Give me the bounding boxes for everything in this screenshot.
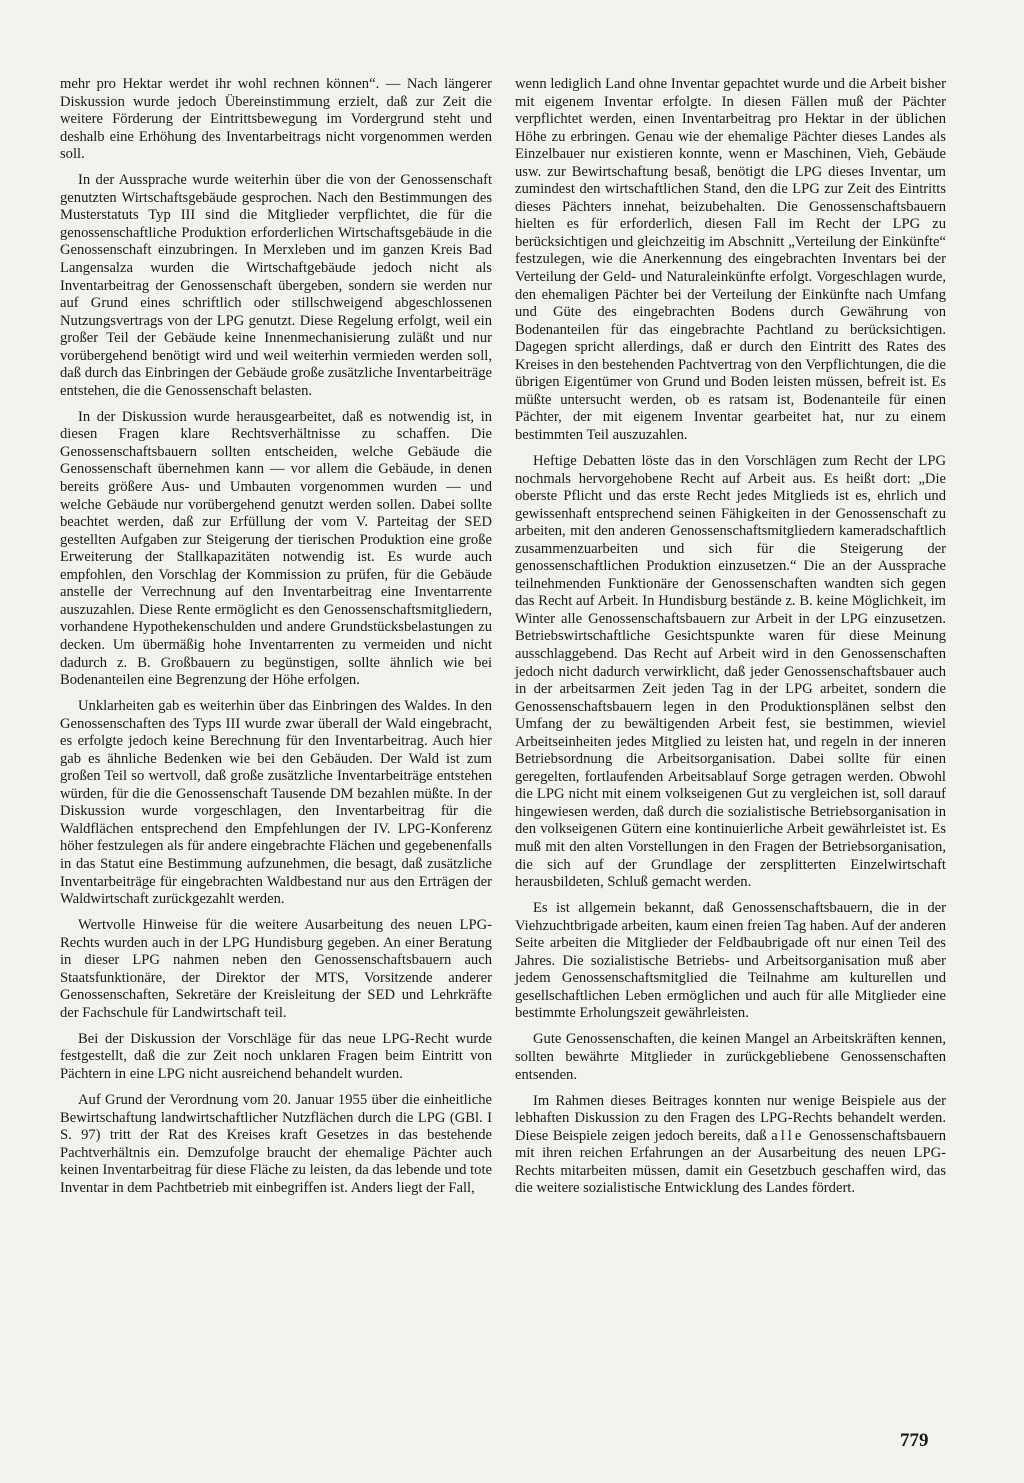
paragraph: Bei der Diskussion der Vorschläge für das neue LPG-Recht wurde festgestellt, daß die zur Zeit noch unklaren Fragen beim Eintritt von Pächtern in eine LPG nicht ausreichend behandelt wurden. (60, 1030, 492, 1083)
text-column-left (60, 76, 492, 1206)
paragraph: mehr pro Hektar werdet ihr wohl rechnen können“. — Nach längerer Diskussion wurde jedoch Übereinstimmung erzielt, daß zur Zeit die weitere Förderung der Eintrittsbewegung im Vordergrund steht und deshalb eine Erhöhung des Inventarbeitrags nicht vorgenommen werden soll. (60, 76, 492, 163)
text-column-right (515, 76, 946, 1206)
paragraph-final (515, 1093, 946, 1198)
paragraph: Gute Genossenschaften, die keinen Mangel an Arbeitskräften kennen, sollten bewährte Mitglieder in zurückgebliebene Genossenschaften entsenden. (515, 1031, 946, 1083)
paragraph: In der Diskussion wurde herausgearbeitet, daß es notwendig ist, in diesen Fragen klare Rechtsverhältnisse zu schaffen. Die Genossenschaftsbauern sollten entscheiden, welche Gebäude die Genossenschaft übernehmen kann — vor allem die Gebäude, in denen bereits größere Aus- und Umbauten vorgenommen wurden — und welche Gebäude nur vorübergehend genutzt werden sollen. Dabei sollte beachtet werden, daß zur Erfüllung der vom V. Parteitag der SED gestellten Aufgaben zur Steigerung der tierischen Produktion eine große Erweiterung der Stallkapazitäten notwendig ist. Es wurde auch empfohlen, den Vorschlag der Kommission zu prüfen, für die Gebäude anstelle der Verrechnung auf den Inventarbeitrag eine Inventarrente auszuzahlen. Diese Rente ermöglicht es den Genossenschaftsmitgliedern, vorhandene Hypothekenschulden und andere Grundstücksbelastungen zu decken. Um übermäßig hohe Inventarrenten zu vermeiden und nicht dadurch z. B. Großbauern zu begünstigen, sollte ähnlich wie bei Bodenanteilen eine Begrenzung der Höhe erfolgen. (60, 408, 492, 689)
emphasis-spaced: alle (771, 1127, 805, 1144)
paragraph: Auf Grund der Verordnung vom 20. Januar 1955 über die einheitliche Bewirtschaftung landwirtschaftlicher Nutzflächen durch die LPG (GBl. I S. 97) tritt der Rat des Kreises kraft Gesetzes in das bestehende Pachtverhältnis ein. Demzufolge braucht der ehemalige Pächter auch keinen Inventarbeitrag für diese Fläche zu leisten, da das lebende und tote Inventar in dem Pachtbetrieb mit einbegriffen ist. Anders liegt der Fall, (60, 1092, 492, 1196)
text-run: Genossenschaftsbauern mit ihren reichen Erfahrungen an der Ausarbeitung des neuen LPG-Rechts mitarbeiten müssen, damit ein Gesetzbuch geschaffen wird, das die weitere sozialistische Entwicklung des Landes fördert. (515, 1127, 947, 1197)
paragraph: Heftige Debatten löste das in den Vorschlägen zum Recht der LPG nochmals hervorgehobene Recht auf Arbeit aus. Es heißt dort: „Die oberste Pflicht und das erste Recht jedes Mitglieds ist es, ehrlich und gewissenhaft entsprechend seinen Fähigkeiten in der Genossenschaft zu arbeiten, mit den anderen Genossenschaftsmitgliedern kameradschaftlich zusammenzuarbeiten und sich für die Steigerung der genossenschaftlichen Produktion einzusetzen.“ Die an der Aussprache teilnehmenden Funktionäre der Genossenschaften wandten sich gegen das Recht auf Arbeit. In Hundisburg bestände z. B. keine Möglichkeit, im Winter alle Genossenschaftsbauern zur Arbeit in der LPG einzusetzen. Betriebswirtschaftliche Gesichtspunkte waren für diese Meinung ausschlaggebend. Das Recht auf Arbeit wird in den Genossenschaften jedoch nicht dadurch verwirklicht, daß jeder Genossenschaftsbauer auch in der arbeitsarmen Zeit jeden Tag in der LPG arbeitet, sondern die Genossenschaftsbauern legen in den Produktionsplänen selbst den Umfang der zu bewältigenden Arbeit fest, sie bestimmen, wieviel Arbeitseinheiten jedes Mitglied zu leisten hat, und regeln in der inneren Betriebsordnung die Arbeitsorganisation. Dabei sollte für einen geregelten, fortlaufenden Arbeitsablauf Sorge getragen werden. Obwohl die LPG nicht mit einem volkseigenen Gut zu vergleichen ist, soll darauf hingewiesen werden, daß durch die sozialistische Betriebsorganisation in den volkseigenen Gütern eine kontinuierliche Arbeit gewährleistet ist. Es muß mit den alten Vorstellungen in den Fragen der Betriebsorganisation, die sich auf der Grundlage der zersplitterten Einzelwirtschaft herausbildeten, Schluß gemacht werden. (515, 452, 946, 891)
text-run: Im Rahmen dieses Beitrages konnten nur wenige Beispiele aus der lebhaften Diskussion zu den Fragen des LPG-Rechts behandelt werden. Diese Beispiele zeigen jedoch bereits, daß (515, 1092, 946, 1144)
paragraph: Unklarheiten gab es weiterhin über das Einbringen des Waldes. In den Genossenschaften des Typs III wurde zwar überall der Wald eingebracht, es erfolgte jedoch keine Berechnung für den Inventarbeitrag. Auch hier gab es ähnliche Bedenken wie bei den Gebäuden. Der Wald ist zum großen Teil so wertvoll, daß große zusätzliche Inventarbeiträge entstehen würden, für die die Genossenschaft Tausende DM bezahlen müßte. In der Diskussion wurde vorgeschlagen, den Inventarbeitrag für die Waldflächen entsprechend den Empfehlungen der IV. LPG-Konferenz höher festzulegen als für andere eingebrachte Flächen und gegebenenfalls in das Statut eine Bestimmung aufzunehmen, die besagt, daß zusätzliche Inventarbeiträge für eingebrachten Waldbestand nur aus den Erträgen der Waldwirtschaft zurückgezahlt werden. (60, 698, 492, 908)
paragraph: wenn lediglich Land ohne Inventar gepachtet wurde und die Arbeit bisher mit eigenem Inventar erfolgte. In diesen Fällen muß der Pächter verpflichtet werden, einen Inventarbeitrag pro Hektar in der üblichen Höhe zu erbringen. Genau wie der ehemalige Pächter dieses Landes als Einzelbauer nur existieren konnte, wenn er Maschinen, Vieh, Gebäude usw. zur Bewirtschaftung besaß, benötigt die LPG dieses Inventar, um zumindest den wirtschaftlichen Stand, den die LPG zur Zeit des Eintritts dieses Pächters innehat, beizubehalten. Die Genossenschaftsbauern hielten es für erforderlich, diesen Fall im Recht der LPG zu berücksichtigen und gleichzeitig im Abschnitt „Verteilung der Einkünfte“ festzulegen, wie die Anerkennung des eingebrachten Inventars bei der Verteilung der Geld- und Naturaleinkünfte erfolgt. Vorgeschlagen wurde, den ehemaligen Pächter bei der Verteilung der Einkünfte nach Umfang und Güte des eingebrachten Bodens durch Gewährung von Bodenanteilen für das eingebrachte Pachtland zu berücksichtigen. Dagegen spricht allerdings, daß er durch den Eintritt des Rates des Kreises in den bestehenden Pachtvertrag von den Verpflichtungen, die die übrigen Eigentümer von Grund und Boden leisten müssen, befreit ist. Es müßte untersucht werden, ob es ratsam ist, Bodenanteile für einen Pächter, der mit eigenem Inventar gearbeitet hat, nur zu einem bestimmten Teil auszuzahlen. (515, 76, 946, 443)
paragraph: Wertvolle Hinweise für die weitere Ausarbeitung des neuen LPG-Rechts wurden auch in der LPG Hundisburg gegeben. An einer Beratung in dieser LPG nahmen neben den Genossenschaftsbauern auch Staatsfunktionäre, der Direktor der MTS, Vorsitzende anderer Genossenschaften, Sekretäre der Kreisleitung der SED und Lehrkräfte der Fachschule für Landwirtschaft teil. (60, 917, 492, 1021)
paragraph: In der Aussprache wurde weiterhin über die von der Genossenschaft genutzten Wirtschaftsgebäude gesprochen. Nach den Bestimmungen des Musterstatuts Typ III sind die Mitglieder verpflichtet, die für die genossenschaftliche Produktion erforderlichen Wirtschaftsgebäude in die Genossenschaft einzubringen. In Merxleben und im ganzen Kreis Bad Langensalza wurden die Wirtschaftgebäude jedoch nicht als Inventarbeitrag der Genossenschaft übergeben, sondern sie werden nur auf Grund eines schriftlich oder stillschweigend abgeschlossenen Nutzungsvertrags von der LPG genutzt. Diese Regelung erfolgt, weil ein großer Teil der Gebäude keine Innenmechanisierung zuläßt und nur vorübergehend benötigt wird und weil weiterhin vermieden werden soll, daß durch das Einbringen der Gebäude große zusätzliche Inventarbeiträge entstehen, die die Genossenschaft belasten. (60, 172, 492, 399)
paragraph: Es ist allgemein bekannt, daß Genossenschaftsbauern, die in der Viehzuchtbrigade arbeiten, kaum einen freien Tag haben. Auf der anderen Seite arbeiten die Mitglieder der Feldbaubrigade oft nur einen Teil des Jahres. Die sozialistische Betriebs- und Arbeitsorganisation muß aber jedem Genossenschaftsmitglied die Teilnahme am kulturellen und gesellschaftlichen Leben ermöglichen und auch für alle Mitglieder eine bestimmte Erholungszeit gewährleisten. (515, 900, 946, 1022)
page-number: 779 (900, 1430, 929, 1451)
